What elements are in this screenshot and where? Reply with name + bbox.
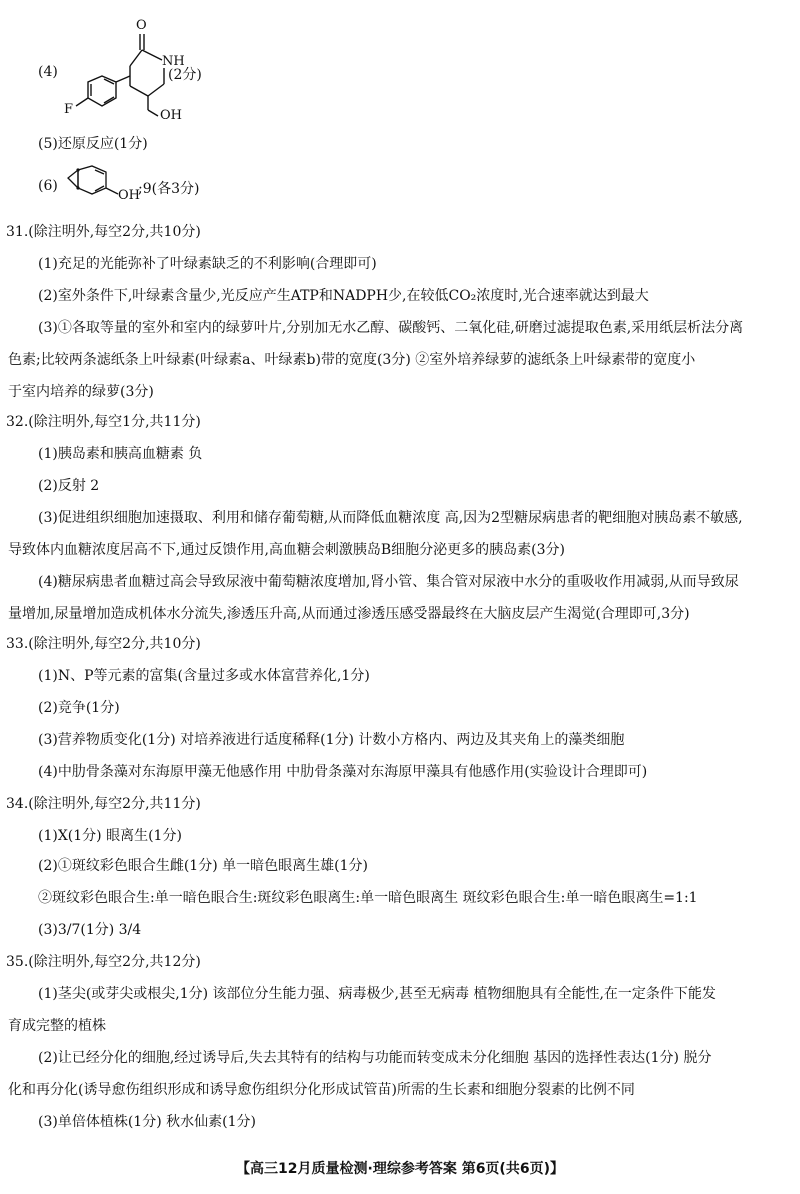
q30-item6-suffix: ;9(各3分) [138, 181, 200, 197]
q34-item3: (3)3/7(1分) 3/4 [38, 922, 142, 938]
q32-item3-line2: 导致体内血糖浓度居高不下,通过反馈作用,高血糖会刺激胰岛B细胞分泌更多的胰岛素(3分) [8, 542, 566, 558]
phenol-oh-label: OH [118, 188, 140, 203]
q35-item1-line2: 育成完整的植株 [8, 1018, 106, 1034]
q31-item1: (1)充足的光能弥补了叶绿素缺乏的不利影响(合理即可) [38, 256, 377, 272]
q31-item3-line2: 色素;比较两条滤纸条上叶绿素(叶绿素a、叶绿素b)带的宽度(3分) ②室外培养绿萝的滤纸条上叶绿素带的宽度小 [8, 352, 696, 368]
q33-item2: (2)竞争(1分) [38, 700, 120, 716]
q32-heading: 32.(除注明外,每空1分,共11分) [6, 414, 201, 430]
q30-item6-structure [60, 162, 140, 202]
q34-heading: 34.(除注明外,每空2分,共11分) [6, 796, 201, 812]
q33-item4: (4)中肋骨条藻对东海原甲藻无他感作用 中肋骨条藻对东海原甲藻具有他感作用(实验设计合理即可) [38, 764, 648, 780]
fluorine-label: F [64, 102, 74, 117]
q34-item2-part1: (2)①斑纹彩色眼合生雌(1分) 单一暗色眼离生雄(1分) [38, 858, 368, 874]
q30-item4-label: (4) [38, 64, 58, 80]
q34-item1: (1)X(1分) 眼离生(1分) [38, 828, 182, 844]
q35-item2-line2: 化和再分化(诱导愈伤组织形成和诱导愈伤组织分化形成试管苗)所需的生长素和细胞分裂素的比例不同 [8, 1082, 635, 1098]
q31-item3-line1: (3)①各取等量的室外和室内的绿萝叶片,分别加无水乙醇、碳酸钙、二氧化硅,研磨过滤提取色素,采用纸层析法分离 [38, 320, 744, 336]
q34-item2-part2: ②斑纹彩色眼合生:单一暗色眼合生:斑纹彩色眼离生:单一暗色眼离生 斑纹彩色眼合生:单一暗色眼离生=1:1 [38, 890, 698, 906]
carbonyl-oxygen-label: O [136, 18, 147, 33]
q32-item1: (1)胰岛素和胰高血糖素 负 [38, 446, 203, 462]
q30-item6-label: (6) [38, 178, 58, 194]
q33-item1: (1)N、P等元素的富集(含量过多或水体富营养化,1分) [38, 668, 370, 684]
q32-item3-line1: (3)促进组织细胞加速摄取、利用和储存葡萄糖,从而降低血糖浓度 高,因为2型糖尿病患者的靶细胞对胰岛素不敏感, [38, 510, 743, 526]
q31-item2: (2)室外条件下,叶绿素含量少,光反应产生ATP和NADPH少,在较低CO₂浓度时,光合速率就达到最大 [38, 288, 649, 304]
hydroxyl-label: OH [160, 108, 182, 123]
q30-item4-score: (2分) [168, 67, 202, 83]
q31-heading: 31.(除注明外,每空2分,共10分) [6, 224, 201, 240]
page-footer: 【高三12月质量检测·理综参考答案 第6页(共6页)】 [236, 1161, 564, 1177]
q35-item3: (3)单倍体植株(1分) 秋水仙素(1分) [38, 1114, 256, 1130]
q32-item4-line1: (4)糖尿病患者血糖过高会导致尿液中葡萄糖浓度增加,肾小管、集合管对尿液中水分的重吸收作用减弱,从而导致尿 [38, 574, 739, 590]
q33-heading: 33.(除注明外,每空2分,共10分) [6, 636, 201, 652]
q30-item5: (5)还原反应(1分) [38, 136, 148, 152]
q35-item2-line1: (2)让已经分化的细胞,经过诱导后,失去其特有的结构与功能而转变成未分化细胞 基因的选择性表达(1分) 脱分 [38, 1050, 712, 1066]
q33-item3: (3)营养物质变化(1分) 对培养液进行适度稀释(1分) 计数小方格内、两边及其夹角上的藻类细胞 [38, 732, 625, 748]
q32-item2: (2)反射 2 [38, 478, 100, 494]
q32-item4-line2: 量增加,尿量增加造成机体水分流失,渗透压升高,从而通过渗透压感受器最终在大脑皮层产生渴觉(合理即可,3分) [8, 606, 690, 622]
amide-nh-label: NH [162, 54, 185, 69]
q35-heading: 35.(除注明外,每空2分,共12分) [6, 954, 201, 970]
q35-item1-line1: (1)茎尖(或芽尖或根尖,1分) 该部位分生能力强、病毒极少,甚至无病毒 植物细胞具有全能性,在一定条件下能发 [38, 986, 716, 1002]
q31-item3-line3: 于室内培养的绿萝(3分) [8, 384, 154, 400]
